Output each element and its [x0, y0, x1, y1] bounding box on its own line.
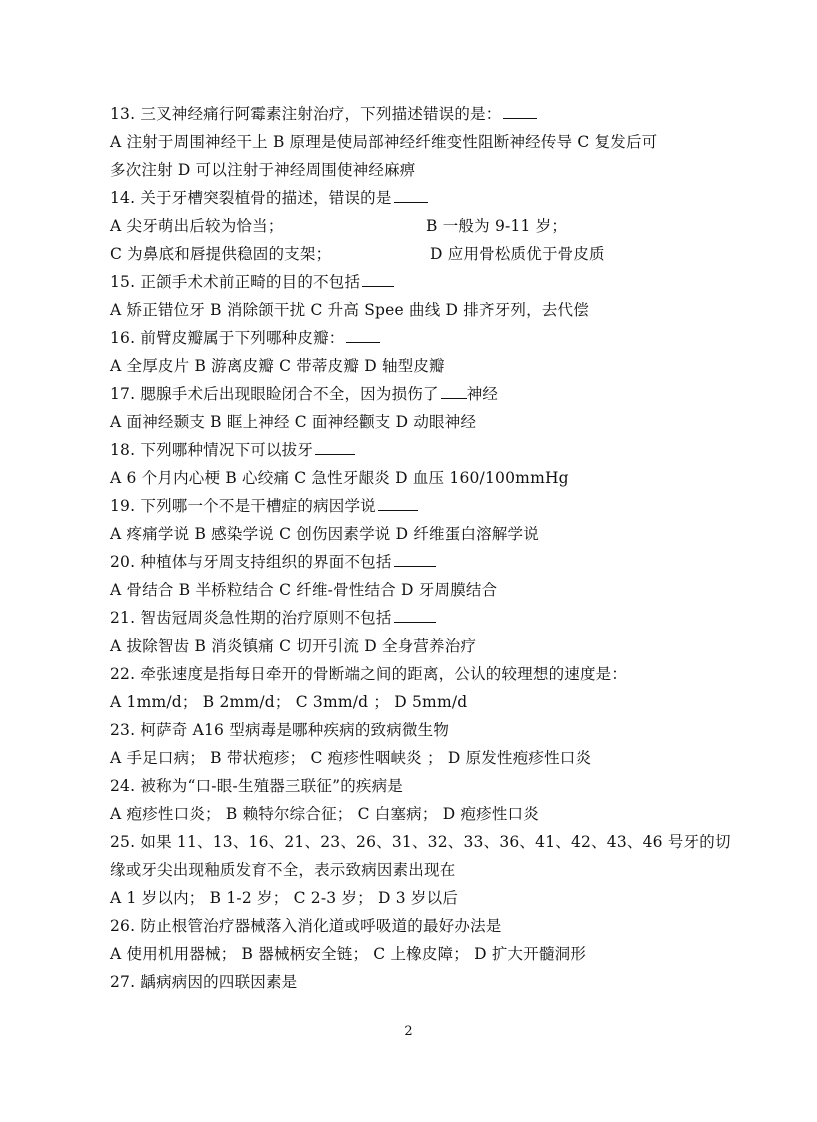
answer-blank [394, 608, 436, 623]
options-18: A 6 个月内心梗 B 心绞痛 C 急性牙龈炎 D 血压 160/100mmHg [110, 469, 569, 487]
options-14-row2: C 为鼻底和唇提供稳固的支架； D 应用骨松质优于骨皮质 [110, 245, 605, 263]
options-19: A 疼痛学说 B 感染学说 C 创伤因素学说 D 纤维蛋白溶解学说 [110, 525, 539, 543]
question-15: 15. 正颌手术术前正畸的目的不包括 [110, 272, 710, 292]
options-26: A 使用机用器械； B 器械柄安全链； C 上橡皮障； D 扩大开髓洞形 [110, 945, 587, 963]
answer-blank [394, 188, 428, 203]
question-22: 22. 牵张速度是指每日牵开的骨断端之间的距离，公认的较理想的速度是： [110, 665, 628, 683]
question-25-cont: 缘或牙尖出现釉质发育不全，表示致病因素出现在 [110, 861, 456, 879]
question-26: 26. 防止根管治疗器械落入消化道或呼吸道的最好办法是 [110, 917, 502, 935]
options-23: A 手足口病； B 带状疱疹； C 疱疹性咽峡炎 ； D 原发性疱疹性口炎 [110, 749, 592, 767]
question-23: 23. 柯萨奇 A16 型病毒是哪种疾病的致病微生物 [110, 721, 450, 739]
options-16: A 全厚皮片 B 游离皮瓣 C 带蒂皮瓣 D 轴型皮瓣 [110, 357, 445, 375]
question-24: 24. 被称为“口-眼-生殖器三联征”的疾病是 [110, 777, 404, 795]
answer-blank [441, 384, 467, 399]
question-27: 27. 龋病病因的四联因素是 [110, 973, 298, 991]
options-25: A 1 岁以内； B 1-2 岁； C 2-3 岁； D 3 岁以后 [110, 889, 459, 907]
options-13: A 注射于周围神经干上 B 原理是使局部神经纤维变性阻断神经传导 C 复发后可 [110, 133, 658, 151]
answer-blank [378, 496, 418, 511]
question-20: 20. 种植体与牙周支持组织的界面不包括 [110, 552, 710, 572]
options-21: A 拔除智齿 B 消炎镇痛 C 切开引流 D 全身营养治疗 [110, 637, 477, 655]
option-14-d: D 应用骨松质优于骨皮质 [430, 245, 605, 263]
answer-blank [503, 104, 537, 119]
question-19: 19. 下列哪一个不是干槽症的病因学说 [110, 496, 710, 516]
question-25: 25. 如果 11、13、16、21、23、26、31、32、33、36、41、42、43、46 号牙的切 [110, 833, 731, 851]
options-15: A 矫正错位牙 B 消除颌干扰 C 升高 Spee 曲线 D 排齐牙列，去代偿 [110, 301, 589, 319]
answer-blank [315, 440, 355, 455]
page-number: 2 [404, 1024, 413, 1039]
options-20: A 骨结合 B 半桥粒结合 C 纤维-骨性结合 D 牙周膜结合 [110, 581, 498, 599]
question-13: 13. 三叉神经痛行阿霉素注射治疗，下列描述错误的是： [110, 104, 710, 124]
question-16: 16. 前臂皮瓣属于下列哪种皮瓣： [110, 328, 710, 348]
question-17: 17. 腮腺手术后出现眼睑闭合不全，因为损伤了 神经 [110, 385, 499, 403]
answer-blank [394, 552, 436, 567]
question-18: 18. 下列哪种情况下可以拔牙 [110, 440, 710, 460]
options-22: A 1mm/d； B 2mm/d； C 3mm/d ； D 5mm/d [110, 693, 468, 711]
option-14-b: B 一般为 9-11 岁； [426, 217, 568, 235]
options-24: A 疱疹性口炎； B 赖特尔综合征； C 白塞病； D 疱疹性口炎 [110, 805, 539, 823]
question-21: 21. 智齿冠周炎急性期的治疗原则不包括 [110, 608, 710, 628]
answer-blank [346, 328, 380, 343]
options-13-cont: 多次注射 D 可以注射于神经周围使神经麻痹 [110, 161, 416, 179]
options-17: A 面神经颞支 B 眶上神经 C 面神经颧支 D 动眼神经 [110, 413, 477, 431]
answer-blank [362, 272, 394, 287]
question-14: 14. 关于牙槽突裂植骨的描述，错误的是 [110, 188, 710, 208]
options-14-row1: A 尖牙萌出后较为恰当； B 一般为 9-11 岁； [110, 217, 568, 235]
